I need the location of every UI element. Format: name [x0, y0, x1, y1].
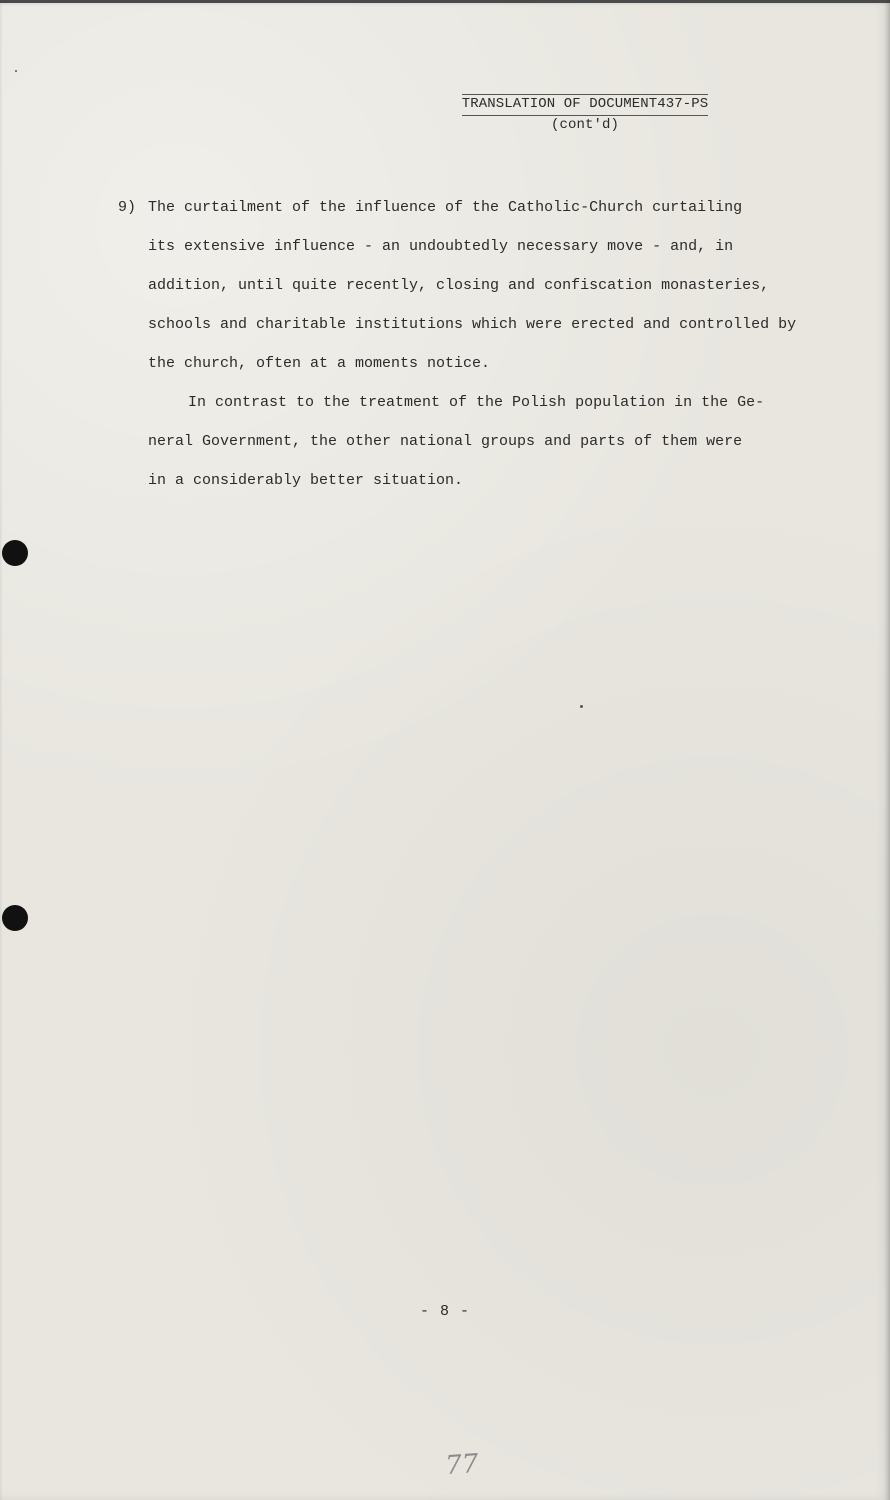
document-body [118, 188, 838, 500]
document-subtitle: (cont'd) [550, 116, 619, 133]
paragraph-line-text: The curtailment of the influence of the Catholic-Church curtailing [148, 199, 743, 216]
contrast-paragraph-line: In contrast to the treatment of the Polish population in the Ge- [188, 394, 765, 411]
contrast-paragraph-line: neral Government, the other national groups and parts of them were [148, 433, 743, 450]
document-header [442, 94, 728, 134]
paragraph-line: addition, until quite recently, closing and confiscation monasteries, [148, 277, 770, 294]
paper-speck [580, 705, 583, 708]
page-top-edge [0, 0, 890, 3]
paragraph-line: its extensive influence - an undoubtedly necessary move - and, in [148, 238, 734, 255]
page-right-shadow [884, 0, 890, 1500]
handwritten-mark: 77 [444, 1448, 480, 1482]
document-title: TRANSLATION OF DOCUMENT437-PS [462, 94, 709, 116]
contrast-paragraph-line: in a considerably better situation. [148, 472, 464, 489]
paragraph-line: the church, often at a moments notice. [148, 355, 491, 372]
paragraph-line: schools and charitable institutions which were erected and controlled by [148, 316, 797, 333]
paper-speck [15, 70, 17, 72]
paragraph-number: 9) [118, 199, 137, 216]
punch-hole [2, 540, 28, 566]
page-number: - 8 - [419, 1303, 470, 1320]
paragraph-line [118, 188, 838, 227]
punch-hole [2, 905, 28, 931]
